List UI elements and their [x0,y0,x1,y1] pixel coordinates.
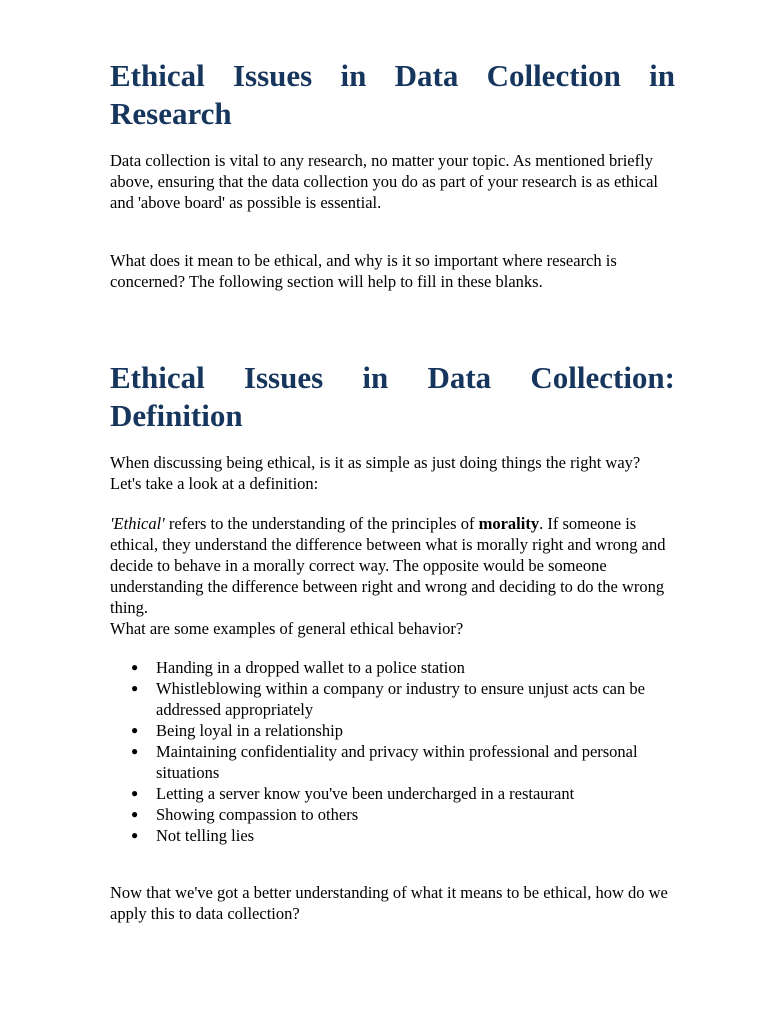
list-item [110,720,675,741]
paragraph-definition-intro: When discussing being ethical, is it as simple as just doing things the right way? Let's take a look at a definition: [110,453,641,493]
question-paragraph-block [110,250,675,292]
list-item-text: Not telling lies [156,826,255,845]
list-item-text: Whistleblowing within a company or industry to ensure unjust acts can be addressed appropriately [156,679,645,719]
paragraph-data-collection-vital: Data collection is vital to any research, no matter your topic. As mentioned briefly above, ensuring that the data collection you do as part of your research is as ethical and 'above board' as possible is essential. [110,151,658,212]
list-item [110,825,675,846]
paragraph-what-does-ethical-mean: What does it mean to be ethical, and why is it so important where research is concerned? The following section will help to fill in these blanks. [110,251,617,291]
section-heading-data-collection: Ethical Issues in Data Collection in Research [110,58,675,131]
list-item-text: Showing compassion to others [156,805,359,824]
bullet-icon: ● [131,723,139,737]
definition-text-after-bold: . If someone is ethical, they understand the difference between what is morally right and wrong and decide to behave in a morally correct way. The opposite would be someone understanding the difference between right and wrong and deciding to do the wrong thing. [110,514,666,617]
list-item-text: Letting a server know you've been undercharged in a restaurant [156,784,575,803]
section-heading-definition: Ethical Issues in Data Collection: Definition [110,360,675,433]
bullet-icon: ● [131,681,139,695]
definition-bold-word: morality [478,514,540,533]
list-item [110,678,675,720]
bullet-icon: ● [131,786,139,800]
definition-block [110,513,675,639]
list-item-text: Handing in a dropped wallet to a police station [156,658,465,677]
bullet-icon: ● [131,744,139,758]
bullet-icon: ● [131,828,139,842]
examples-list-block [110,657,675,846]
list-item [110,804,675,825]
list-item [110,741,675,783]
paragraph-closing: Now that we've got a better understanding of what it means to be ethical, how do we apply this to data collection? [110,883,668,923]
definition-intro-block [110,452,675,494]
list-item-text: Being loyal in a relationship [156,721,343,740]
list-item-text: Maintaining confidentiality and privacy within professional and personal situations [156,742,638,782]
ethical-behavior-list [110,657,675,846]
definition-term: 'Ethical' [110,514,165,533]
bullet-icon: ● [131,660,139,674]
bullet-icon: ● [131,807,139,821]
paragraph-examples-question: What are some examples of general ethical behavior? [110,619,464,638]
list-item [110,783,675,804]
closing-paragraph-block [110,882,675,924]
intro-paragraph [110,150,675,213]
list-item [110,657,675,678]
paragraph-ethical-definition [110,513,675,618]
definition-text-before-bold: refers to the understanding of the principles of [164,514,479,533]
